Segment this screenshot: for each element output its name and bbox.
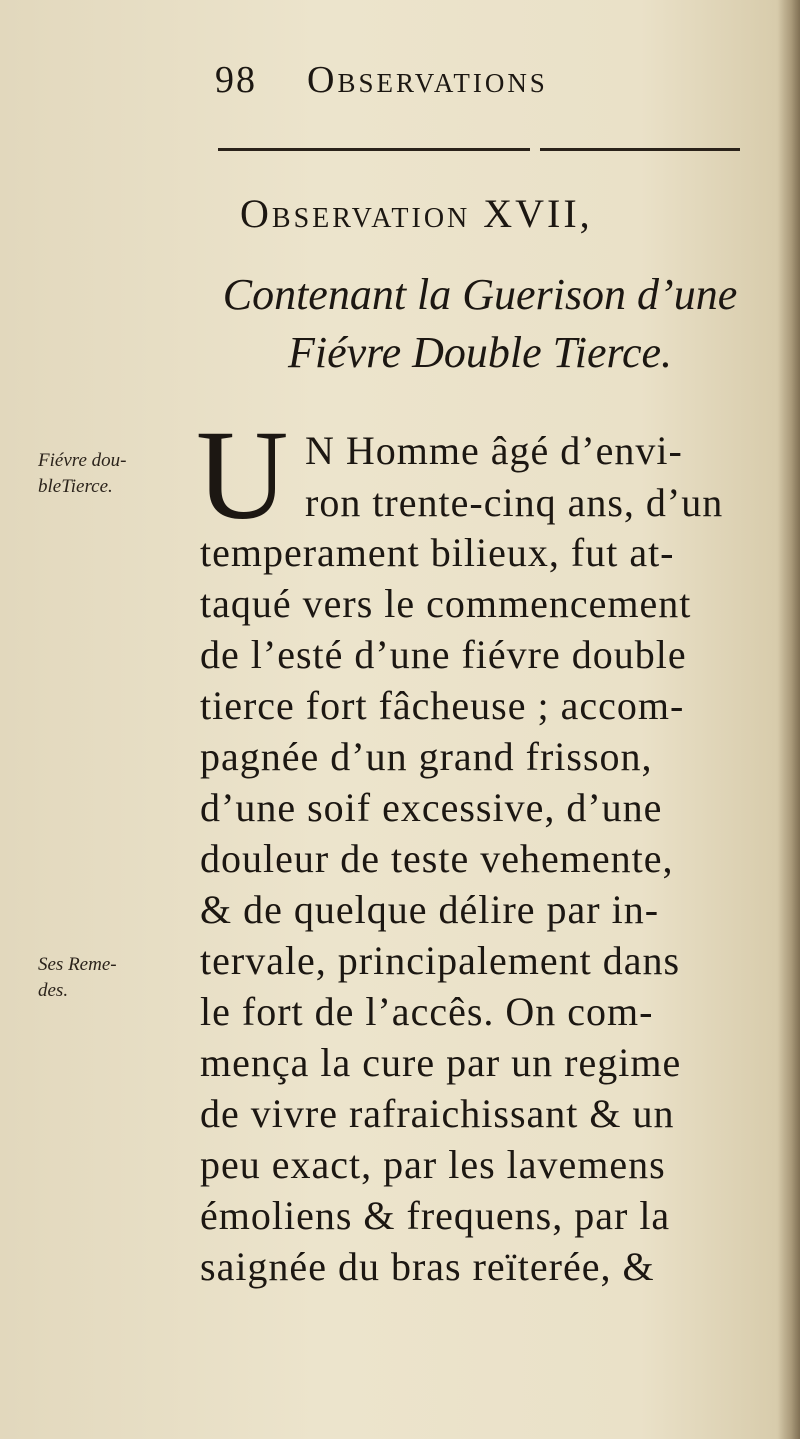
body-line: saignée du bras reïterée, & [200, 1244, 655, 1289]
rule-left [218, 148, 530, 151]
header-rule [218, 148, 740, 154]
page-number: 98 [215, 59, 257, 101]
body-line: mença la cure par un regime [200, 1040, 682, 1085]
subtitle-line-2: Fiévre Double Tierce. [287, 328, 673, 377]
margin-note-line: des. [38, 980, 69, 1001]
running-head [215, 58, 655, 108]
body-line: tierce fort fâcheuse ; accom- [200, 683, 685, 728]
body-line: tervale, principalement dans [200, 938, 681, 983]
margin-note-line: Ses Reme- [38, 954, 117, 975]
margin-note-fever [38, 448, 188, 500]
body-line: de l’esté d’une fiévre double [200, 632, 687, 677]
body-line: temperament bilieux, fut at- [200, 530, 675, 575]
margin-note-line: bleTierce. [38, 476, 113, 497]
margin-note-remedies [38, 952, 188, 1004]
body-line: pagnée d’un grand frisson, [200, 734, 653, 779]
drop-cap: U [196, 404, 289, 546]
body-line: le fort de l’accês. On com- [200, 989, 654, 1034]
body-line: & de quelque délire par in- [200, 887, 660, 932]
page-edge [778, 0, 800, 1439]
body-line: taqué vers le commencement [200, 581, 692, 626]
body-line: d’une soif excessive, d’une [200, 785, 663, 830]
body-line: ron trente-cinq ans, d’un [305, 480, 724, 525]
body-line: émoliens & frequens, par la [200, 1193, 671, 1238]
subtitle-line-1: Contenant la Guerison d’une [222, 270, 738, 319]
running-title: Observations [307, 59, 548, 101]
rule-right [540, 148, 740, 151]
margin-note-line: Fiévre dou- [38, 450, 127, 471]
body-line: peu exact, par les lavemens [200, 1142, 666, 1187]
body-line: douleur de teste vehemente, [200, 836, 674, 881]
body-line: de vivre rafraichissant & un [200, 1091, 675, 1136]
body-line: N Homme âgé d’envi- [305, 428, 683, 473]
observation-heading: Observation XVII, [240, 191, 593, 236]
